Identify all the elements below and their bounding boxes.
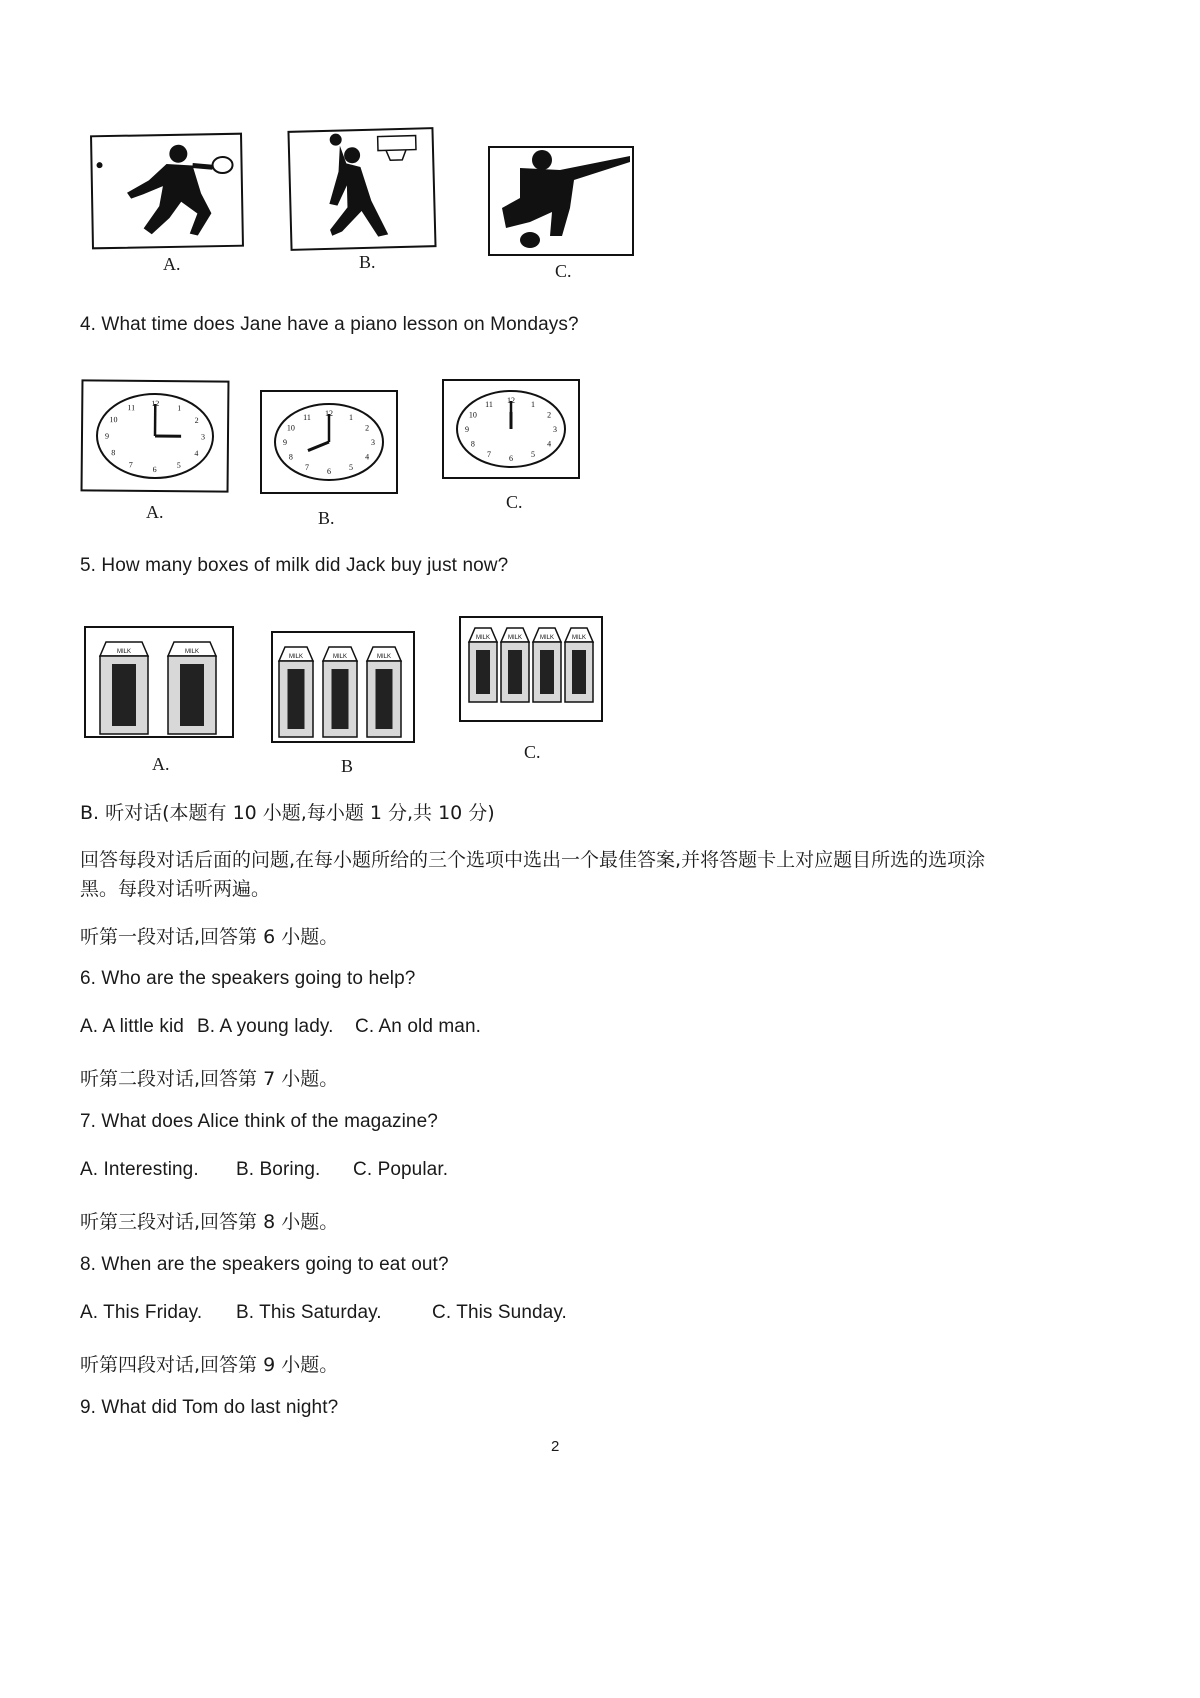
clock-numeral: 11 <box>303 412 311 422</box>
q4-option-c: C. <box>506 492 523 512</box>
dialogue-1-intro: 听第一段对话,回答第 6 小题。 <box>80 926 339 948</box>
section-b-instruction-line1: 回答每段对话后面的问题,在每小题所给的三个选项中选出一个最佳答案,并将答题卡上对应题目所选的选项涂 <box>80 849 986 871</box>
svg-text:MILK: MILK <box>571 635 587 641</box>
clock-numeral: 8 <box>470 439 475 449</box>
clock-numeral: 8 <box>111 448 116 458</box>
clock-numeral: 6 <box>327 467 331 476</box>
football-player-icon <box>490 148 632 254</box>
q4-picture-a-clock <box>81 379 230 492</box>
clock-numeral: 3 <box>553 425 557 434</box>
clock-numeral: 10 <box>468 410 477 420</box>
q6-option-c: C. An old man. <box>355 1016 482 1037</box>
basketball-player-icon <box>290 129 435 249</box>
clock-numeral: 1 <box>177 403 182 413</box>
clock-numeral: 5 <box>531 450 535 460</box>
q4-option-a: A. <box>146 502 164 522</box>
clock-numeral: 4 <box>365 452 370 462</box>
clock-numeral: 6 <box>509 454 513 463</box>
clock-numeral: 2 <box>194 415 199 425</box>
q5-picture-b-milk-3 <box>271 631 415 743</box>
clock-numeral: 12 <box>151 398 160 409</box>
section-b-title: B. 听对话(本题有 10 小题,每小题 1 分,共 10 分) <box>80 802 495 824</box>
milk-carton-icon <box>273 633 413 741</box>
dialogue-2-intro: 听第二段对话,回答第 7 小题。 <box>80 1068 339 1090</box>
clock-numeral: 3 <box>371 438 375 447</box>
clock-numeral: 8 <box>288 452 293 462</box>
q4-picture-c-clock <box>442 379 580 479</box>
svg-text:MILK: MILK <box>288 654 304 660</box>
clock-numeral: 2 <box>365 423 370 433</box>
svg-text:MILK: MILK <box>376 654 392 660</box>
q9-question: 9. What did Tom do last night? <box>80 1397 339 1418</box>
milk-carton-icon <box>461 618 601 720</box>
clock-numeral: 2 <box>547 410 552 420</box>
dialogue-4-intro: 听第四段对话,回答第 9 小题。 <box>80 1354 339 1376</box>
q4-option-b: B. <box>318 508 335 528</box>
q5-picture-a-milk-2 <box>84 626 234 738</box>
clock-icon <box>444 381 578 477</box>
q8-option-a: A. This Friday. <box>80 1302 203 1323</box>
q7-option-b: B. Boring. <box>236 1159 321 1180</box>
q6-question: 6. Who are the speakers going to help? <box>80 968 416 989</box>
clock-numeral: 7 <box>128 460 133 470</box>
q7-question: 7. What does Alice think of the magazine? <box>80 1111 438 1132</box>
q5-option-b: B <box>341 756 354 776</box>
q3-option-b: B. <box>359 252 376 272</box>
svg-text:MILK: MILK <box>116 649 132 655</box>
q7-option-a: A. Interesting. <box>80 1159 199 1180</box>
q7-option-c: C. Popular. <box>353 1159 449 1180</box>
q5-option-c: C. <box>524 742 541 762</box>
q8-question: 8. When are the speakers going to eat out? <box>80 1254 449 1275</box>
q4-picture-b-clock <box>260 390 398 494</box>
q8-option-c: C. This Sunday. <box>432 1302 567 1323</box>
clock-numeral: 10 <box>109 415 118 425</box>
q3-option-c: C. <box>555 261 572 281</box>
section-b-instruction-line2: 黑。每段对话听两遍。 <box>80 878 271 900</box>
clock-numeral: 12 <box>325 409 333 418</box>
clock-icon <box>83 381 228 490</box>
svg-text:MILK: MILK <box>475 635 491 641</box>
clock-numeral: 9 <box>104 431 110 441</box>
milk-carton-icon <box>86 628 232 736</box>
q5-question: 5. How many boxes of milk did Jack buy just now? <box>80 555 509 576</box>
q4-question: 4. What time does Jane have a piano lesson on Mondays? <box>80 314 579 335</box>
q3-picture-b-basketball <box>287 127 436 251</box>
q3-picture-a-tennis <box>90 133 244 250</box>
clock-numeral: 4 <box>194 448 199 458</box>
clock-numeral: 3 <box>200 432 206 442</box>
clock-numeral: 9 <box>465 425 469 434</box>
clock-icon <box>262 392 396 492</box>
clock-numeral: 5 <box>349 463 353 473</box>
q3-picture-c-football <box>488 146 634 256</box>
svg-text:MILK: MILK <box>539 635 555 641</box>
page-number: 2 <box>551 1438 560 1455</box>
clock-numeral: 6 <box>152 464 157 475</box>
q8-option-b: B. This Saturday. <box>236 1302 382 1323</box>
dialogue-3-intro: 听第三段对话,回答第 8 小题。 <box>80 1211 339 1233</box>
q3-option-a: A. <box>163 254 181 274</box>
q5-option-a: A. <box>152 754 170 774</box>
clock-numeral: 1 <box>349 412 353 422</box>
clock-numeral: 10 <box>286 423 295 433</box>
svg-text:MILK: MILK <box>507 635 523 641</box>
svg-text:MILK: MILK <box>184 649 200 655</box>
q5-picture-c-milk-4 <box>459 616 603 722</box>
clock-numeral: 12 <box>507 396 515 405</box>
clock-numeral: 11 <box>127 403 136 413</box>
clock-numeral: 4 <box>547 439 552 449</box>
clock-numeral: 9 <box>283 438 287 447</box>
q6-option-b: B. A young lady. <box>197 1016 334 1037</box>
clock-numeral: 1 <box>531 399 535 409</box>
clock-numeral: 5 <box>176 460 181 470</box>
clock-numeral: 11 <box>485 399 493 409</box>
svg-text:MILK: MILK <box>332 654 348 660</box>
clock-numeral: 7 <box>487 450 491 460</box>
clock-numeral: 7 <box>305 463 309 473</box>
tennis-player-icon <box>92 135 242 248</box>
q6-option-a: A. A little kid <box>80 1016 184 1037</box>
